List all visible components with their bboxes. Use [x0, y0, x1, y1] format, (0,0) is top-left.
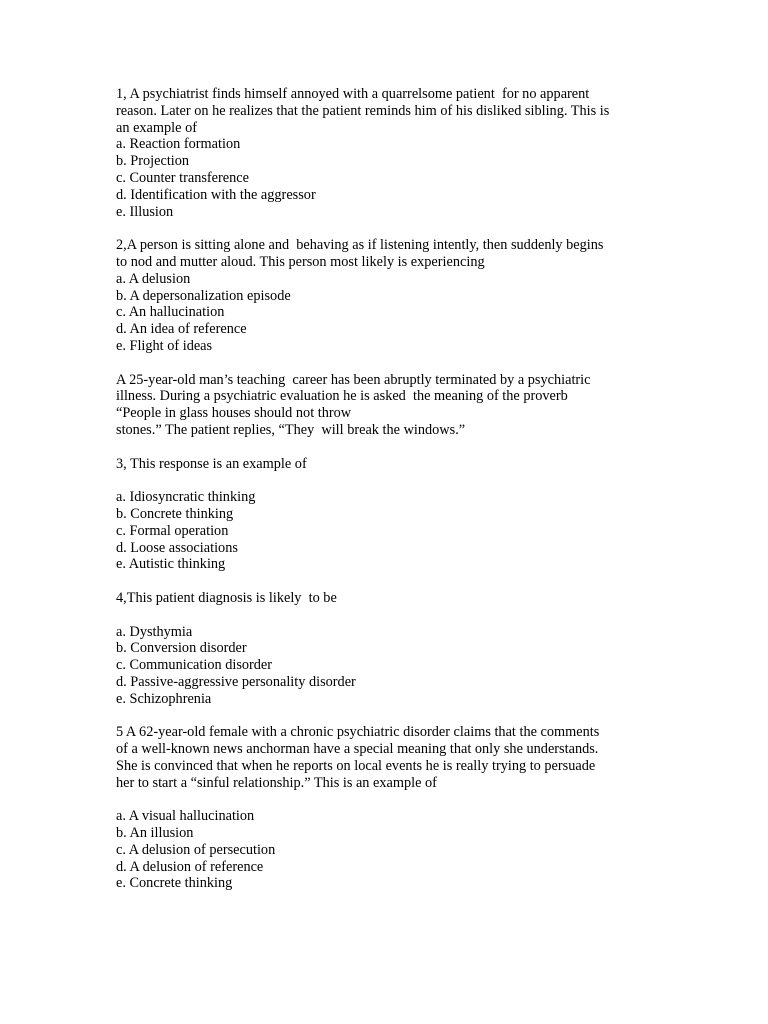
- paragraph-gap: [116, 355, 656, 372]
- question-3-stem: 3, This response is an example of: [116, 455, 307, 472]
- question-1: [116, 86, 656, 220]
- case-vignette-line: A 25-year-old man’s teaching career has been abruptly terminated by a psychiatric: [116, 371, 591, 388]
- question-1-option-e: e. Illusion: [116, 203, 174, 220]
- question-5: [116, 724, 656, 892]
- question-5-option-b: b. An illusion: [116, 825, 194, 842]
- question-3: [116, 456, 656, 574]
- question-2-option-a: a. A delusion: [116, 270, 191, 287]
- question-2: [116, 237, 656, 355]
- question-4-option-c: c. Communication disorder: [116, 657, 273, 674]
- question-4-stem: 4,This patient diagnosis is likely to be: [116, 589, 337, 606]
- question-1-stem-line: an example of: [116, 119, 197, 136]
- paragraph-gap: [116, 573, 656, 590]
- question-5-stem-line: of a well-known news anchorman have a special meaning that only she understands.: [116, 741, 599, 758]
- question-4-option-a: a. Dysthymia: [116, 623, 193, 640]
- question-3-option-a: a. Idiosyncratic thinking: [116, 489, 256, 506]
- question-1-option-d: d. Identification with the aggressor: [116, 186, 316, 203]
- question-1-stem-line: 1, A psychiatrist finds himself annoyed with a quarrelsome patient for no apparent: [116, 86, 590, 102]
- paragraph-gap: [116, 439, 656, 456]
- question-4-option-e: e. Schizophrenia: [116, 690, 212, 707]
- case-vignette-line: illness. During a psychiatric evaluation he is asked the meaning of the proverb: [116, 388, 568, 405]
- document-page: [116, 86, 656, 892]
- question-5-option-c: c. A delusion of persecution: [116, 841, 276, 858]
- question-1-option-c: c. Counter transference: [116, 169, 249, 186]
- question-2-stem-line: to nod and mutter aloud. This person most likely is experiencing: [116, 253, 485, 270]
- question-3-option-b: b. Concrete thinking: [116, 505, 234, 522]
- paragraph-gap: [116, 791, 656, 808]
- question-2-option-e: e. Flight of ideas: [116, 337, 213, 354]
- question-5-stem-line: her to start a “sinful relationship.” This is an example of: [116, 774, 437, 791]
- question-4: [116, 590, 656, 708]
- question-5-stem-line: She is convinced that when he reports on local events he is really trying to persuade: [116, 757, 596, 774]
- question-1-stem-line: reason. Later on he realizes that the patient reminds him of his disliked sibling. This is: [116, 102, 610, 119]
- question-4-option-b: b. Conversion disorder: [116, 640, 247, 657]
- question-1-option-b: b. Projection: [116, 153, 190, 170]
- paragraph-gap: [116, 472, 656, 489]
- question-4-option-d: d. Passive-aggressive personality disorder: [116, 673, 356, 690]
- case-vignette-line: stones.” The patient replies, “They will break the windows.”: [116, 421, 466, 438]
- paragraph-gap: [116, 607, 656, 624]
- question-3-option-c: c. Formal operation: [116, 522, 229, 539]
- question-5-stem-line: 5 A 62-year-old female with a chronic psychiatric disorder claims that the comments: [116, 724, 600, 741]
- question-1-option-a: a. Reaction formation: [116, 136, 241, 153]
- paragraph-gap: [116, 220, 656, 237]
- question-3-option-d: d. Loose associations: [116, 539, 238, 556]
- question-5-option-a: a. A visual hallucination: [116, 808, 255, 825]
- question-5-option-d: d. A delusion of reference: [116, 858, 264, 875]
- case-vignette: [116, 372, 656, 439]
- question-2-option-b: b. A depersonalization episode: [116, 287, 291, 304]
- paragraph-gap: [116, 707, 656, 724]
- question-3-option-e: e. Autistic thinking: [116, 556, 226, 573]
- question-5-option-e: e. Concrete thinking: [116, 875, 233, 892]
- question-2-option-d: d. An idea of reference: [116, 321, 247, 338]
- question-2-stem-line: 2,A person is sitting alone and behaving as if listening intently, then suddenly begins: [116, 237, 604, 254]
- question-2-option-c: c. An hallucination: [116, 304, 225, 321]
- case-vignette-line: “People in glass houses should not throw: [116, 405, 352, 422]
